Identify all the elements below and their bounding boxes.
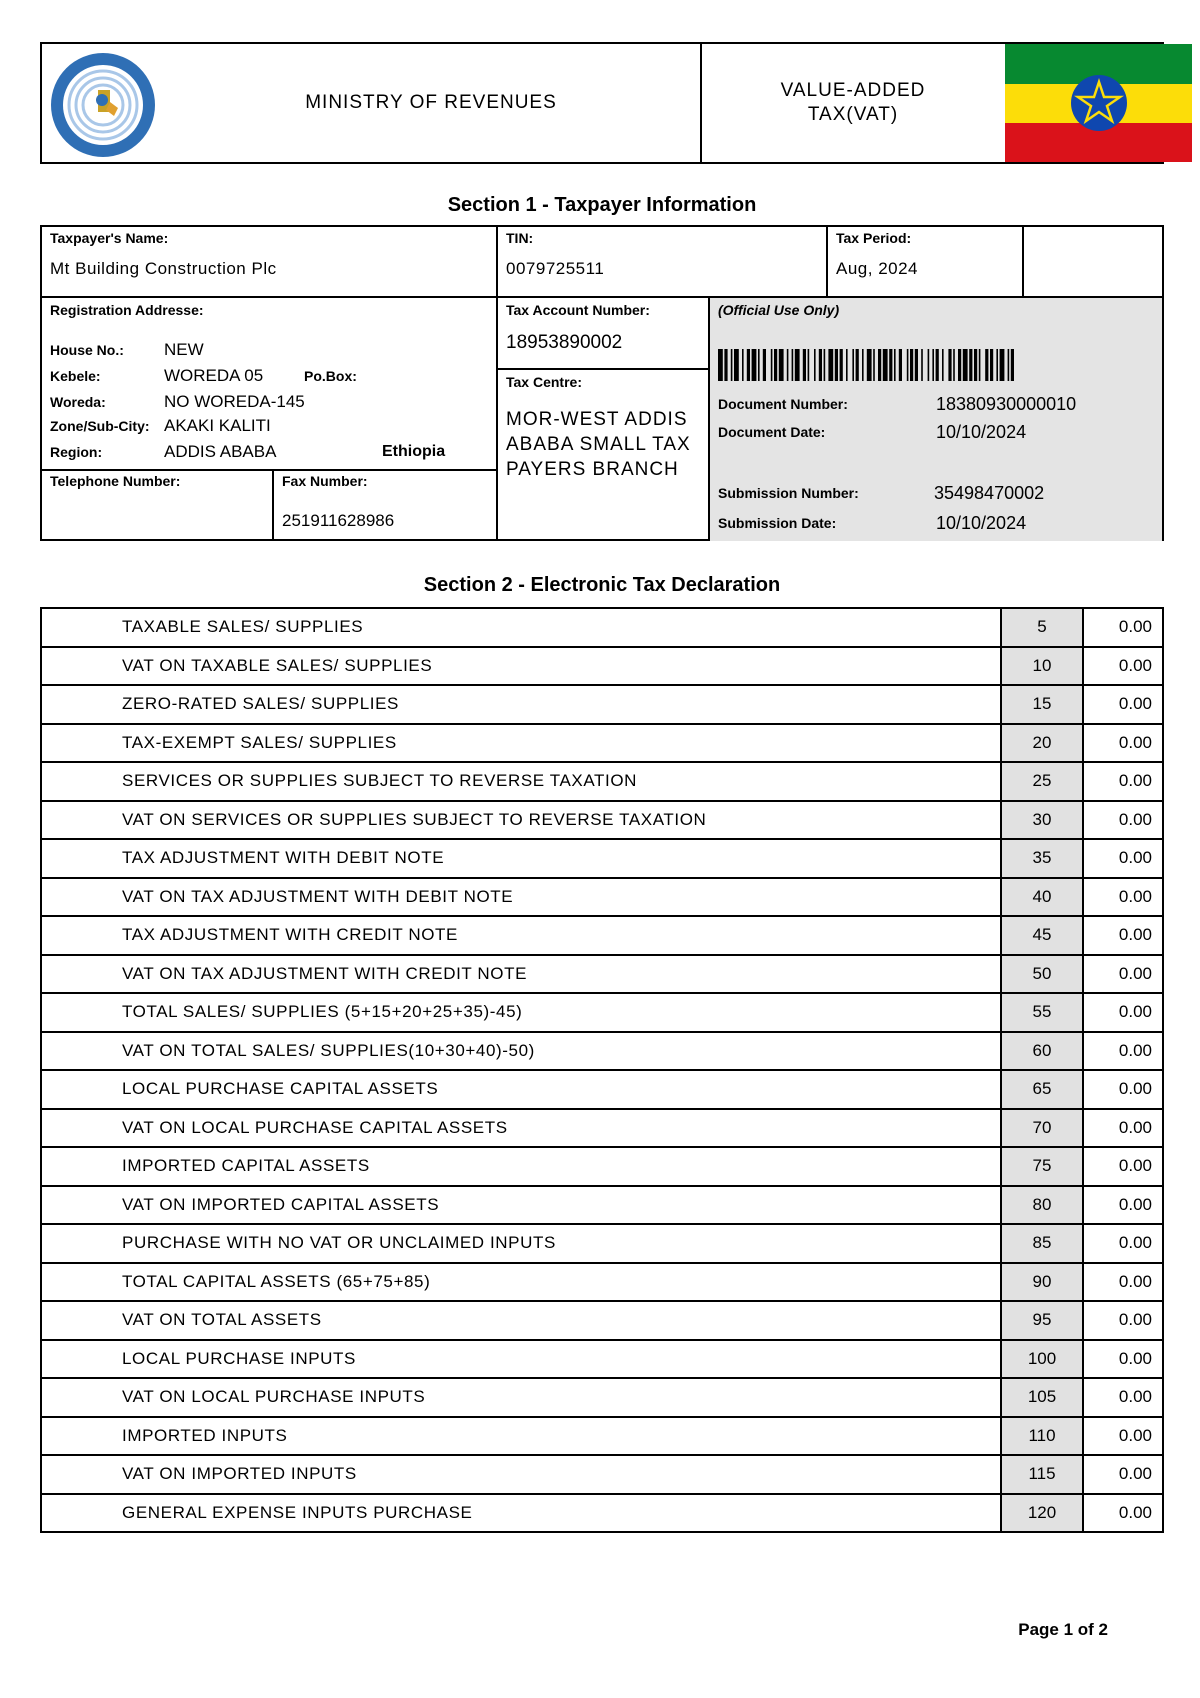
table-row: [41, 1263, 1163, 1302]
line-code: 40: [1001, 878, 1083, 917]
document-header: [40, 42, 1164, 164]
line-code: 120: [1001, 1494, 1083, 1533]
line-code: 55: [1001, 993, 1083, 1032]
line-description: SERVICES OR SUPPLIES SUBJECT TO REVERSE TAXATION: [41, 762, 1001, 801]
line-description: LOCAL PURCHASE CAPITAL ASSETS: [41, 1070, 1001, 1109]
document-number: 18380930000010: [936, 394, 1077, 414]
page-indicator: Page 1 of 2: [1018, 1620, 1108, 1639]
official-use-box: [710, 298, 1162, 541]
house-label: House No.:: [50, 342, 124, 358]
line-code: 25: [1001, 762, 1083, 801]
line-amount: 0.00: [1083, 1109, 1163, 1148]
telephone-label: Telephone Number:: [50, 473, 181, 489]
tin-value: 0079725511: [506, 259, 605, 278]
line-amount: 0.00: [1083, 993, 1163, 1032]
line-description: PURCHASE WITH NO VAT OR UNCLAIMED INPUTS: [41, 1224, 1001, 1263]
tax-declaration-table: [40, 607, 1164, 1533]
table-row: [41, 647, 1163, 686]
table-row: [41, 801, 1163, 840]
table-row: [41, 955, 1163, 994]
official-use-label: (Official Use Only): [718, 302, 840, 318]
line-description: TAX ADJUSTMENT WITH DEBIT NOTE: [41, 839, 1001, 878]
line-code: 50: [1001, 955, 1083, 994]
fax-value: 251911628986: [282, 511, 395, 530]
zone-label: Zone/Sub-City:: [50, 418, 150, 434]
line-code: 85: [1001, 1224, 1083, 1263]
barcode-icon: [718, 349, 1150, 381]
line-code: 70: [1001, 1109, 1083, 1148]
table-row: [41, 916, 1163, 955]
table-row: [41, 1455, 1163, 1494]
line-amount: 0.00: [1083, 839, 1163, 878]
line-code: 60: [1001, 1032, 1083, 1071]
line-amount: 0.00: [1083, 608, 1163, 647]
submission-date: 10/10/2024: [936, 513, 1027, 533]
woreda-label: Woreda:: [50, 394, 106, 410]
line-description: VAT ON SERVICES OR SUPPLIES SUBJECT TO REVERSE TAXATION: [41, 801, 1001, 840]
tin-label: TIN:: [506, 230, 534, 246]
line-amount: 0.00: [1083, 1417, 1163, 1456]
region-label: Region:: [50, 444, 103, 460]
table-row: [41, 1301, 1163, 1340]
ministry-logo-icon: [48, 50, 158, 160]
table-row: [41, 724, 1163, 763]
fax-label: Fax Number:: [282, 473, 368, 489]
table-row: [41, 608, 1163, 647]
line-amount: 0.00: [1083, 1378, 1163, 1417]
table-row: [41, 762, 1163, 801]
line-description: GENERAL EXPENSE INPUTS PURCHASE: [41, 1494, 1001, 1533]
line-amount: 0.00: [1083, 1224, 1163, 1263]
tax-period: Aug, 2024: [836, 259, 919, 278]
line-code: 15: [1001, 685, 1083, 724]
line-description: TAXABLE SALES/ SUPPLIES: [41, 608, 1001, 647]
pobox-label: Po.Box:: [304, 368, 357, 384]
line-amount: 0.00: [1083, 762, 1163, 801]
line-code: 45: [1001, 916, 1083, 955]
submission-number: 35498470002: [934, 483, 1045, 503]
table-row: [41, 1147, 1163, 1186]
house-value: NEW: [164, 340, 204, 359]
section2-title: Section 2 - Electronic Tax Declaration: [423, 574, 781, 596]
ethiopia-flag-icon: [1005, 44, 1192, 162]
submission-date-label: Submission Date:: [718, 515, 837, 531]
table-row: [41, 1378, 1163, 1417]
line-code: 95: [1001, 1301, 1083, 1340]
document-date-label: Document Date:: [718, 424, 826, 440]
table-row: [41, 1109, 1163, 1148]
line-description: VAT ON IMPORTED INPUTS: [41, 1455, 1001, 1494]
kebele-value: WOREDA 05: [164, 366, 264, 385]
line-description: ZERO-RATED SALES/ SUPPLIES: [41, 685, 1001, 724]
table-row: [41, 1340, 1163, 1379]
region-value: ADDIS ABABA: [164, 442, 277, 461]
line-amount: 0.00: [1083, 647, 1163, 686]
vat-title: [702, 44, 1004, 162]
line-amount: 0.00: [1083, 1263, 1163, 1302]
section1-title: Section 1 - Taxpayer Information: [447, 194, 757, 216]
line-amount: 0.00: [1083, 1186, 1163, 1225]
line-description: VAT ON TAX ADJUSTMENT WITH DEBIT NOTE: [41, 878, 1001, 917]
line-amount: 0.00: [1083, 1455, 1163, 1494]
tax-centre: [506, 407, 691, 482]
registration-label: Registration Addresse:: [50, 302, 204, 318]
line-code: 110: [1001, 1417, 1083, 1456]
line-amount: 0.00: [1083, 1070, 1163, 1109]
tax-account-label: Tax Account Number:: [506, 302, 650, 318]
country-value: Ethiopia: [382, 443, 446, 460]
tax-centre-label: Tax Centre:: [506, 374, 582, 390]
line-amount: 0.00: [1083, 685, 1163, 724]
line-amount: 0.00: [1083, 724, 1163, 763]
line-code: 5: [1001, 608, 1083, 647]
line-description: VAT ON TAX ADJUSTMENT WITH CREDIT NOTE: [41, 955, 1001, 994]
taxpayer-information: [40, 225, 1164, 541]
line-description: VAT ON LOCAL PURCHASE CAPITAL ASSETS: [41, 1109, 1001, 1148]
line-description: IMPORTED CAPITAL ASSETS: [41, 1147, 1001, 1186]
vat-title-line2: TAX(VAT): [807, 104, 899, 125]
line-amount: 0.00: [1083, 1301, 1163, 1340]
line-description: TAX ADJUSTMENT WITH CREDIT NOTE: [41, 916, 1001, 955]
line-description: TAX-EXEMPT SALES/ SUPPLIES: [41, 724, 1001, 763]
line-description: VAT ON TOTAL ASSETS: [41, 1301, 1001, 1340]
table-row: [41, 1032, 1163, 1071]
line-description: LOCAL PURCHASE INPUTS: [41, 1340, 1001, 1379]
ministry-name: MINISTRY OF REVENUES: [305, 92, 557, 113]
line-code: 35: [1001, 839, 1083, 878]
line-description: TOTAL CAPITAL ASSETS (65+75+85): [41, 1263, 1001, 1302]
table-row: [41, 839, 1163, 878]
line-code: 100: [1001, 1340, 1083, 1379]
line-description: VAT ON LOCAL PURCHASE INPUTS: [41, 1378, 1001, 1417]
kebele-label: Kebele:: [50, 368, 101, 384]
line-code: 105: [1001, 1378, 1083, 1417]
line-amount: 0.00: [1083, 955, 1163, 994]
table-row: [41, 993, 1163, 1032]
line-code: 20: [1001, 724, 1083, 763]
line-code: 80: [1001, 1186, 1083, 1225]
vat-title-line1: VALUE-ADDED: [780, 80, 926, 101]
tax-period-label: Tax Period:: [836, 230, 912, 246]
table-row: [41, 1070, 1163, 1109]
taxpayer-name-label: Taxpayer's Name:: [50, 230, 169, 246]
table-row: [41, 1417, 1163, 1456]
line-amount: 0.00: [1083, 878, 1163, 917]
submission-number-label: Submission Number:: [718, 485, 859, 501]
line-code: 10: [1001, 647, 1083, 686]
document-number-label: Document Number:: [718, 396, 848, 412]
line-description: IMPORTED INPUTS: [41, 1417, 1001, 1456]
line-description: VAT ON IMPORTED CAPITAL ASSETS: [41, 1186, 1001, 1225]
table-row: [41, 1494, 1163, 1533]
line-code: 90: [1001, 1263, 1083, 1302]
tax-centre-line1: MOR-WEST ADDIS: [506, 409, 688, 430]
line-amount: 0.00: [1083, 1032, 1163, 1071]
woreda-value: NO WOREDA-145: [164, 392, 305, 411]
line-amount: 0.00: [1083, 916, 1163, 955]
document-date: 10/10/2024: [936, 422, 1027, 442]
tax-centre-line3: PAYERS BRANCH: [506, 459, 679, 480]
line-code: 75: [1001, 1147, 1083, 1186]
line-amount: 0.00: [1083, 1147, 1163, 1186]
table-row: [41, 1224, 1163, 1263]
table-row: [41, 1186, 1163, 1225]
line-description: VAT ON TOTAL SALES/ SUPPLIES(10+30+40)-50): [41, 1032, 1001, 1071]
table-row: [41, 685, 1163, 724]
line-description: TOTAL SALES/ SUPPLIES (5+15+20+25+35)-45): [41, 993, 1001, 1032]
tax-account-value: 18953890002: [506, 332, 623, 353]
line-code: 65: [1001, 1070, 1083, 1109]
tax-centre-line2: ABABA SMALL TAX: [506, 434, 691, 455]
zone-value: AKAKI KALITI: [164, 416, 271, 435]
line-amount: 0.00: [1083, 801, 1163, 840]
table-row: [41, 878, 1163, 917]
line-code: 30: [1001, 801, 1083, 840]
line-amount: 0.00: [1083, 1340, 1163, 1379]
taxpayer-name: Mt Building Construction Plc: [50, 259, 277, 278]
line-code: 115: [1001, 1455, 1083, 1494]
line-amount: 0.00: [1083, 1494, 1163, 1533]
line-description: VAT ON TAXABLE SALES/ SUPPLIES: [41, 647, 1001, 686]
